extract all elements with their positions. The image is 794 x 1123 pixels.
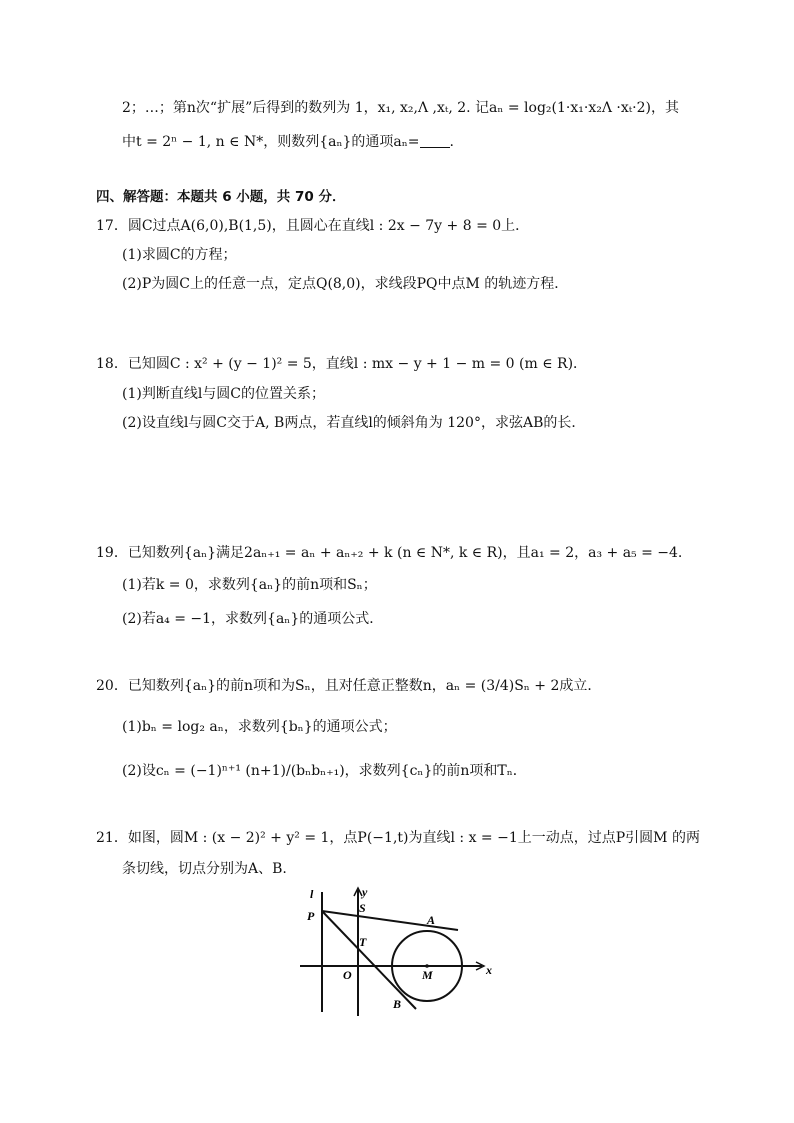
label-x: x (486, 963, 492, 977)
label-o: O (343, 968, 352, 982)
question-part: (1)求圆C的方程； (122, 247, 237, 263)
question-stem: 19．已知数列{aₙ}满足2aₙ₊₁ = aₙ + aₙ₊₂ + k (n ∈ N*, k ∈ R)，且a₁ = 2，a₃ + a₅ = −4. (96, 545, 683, 561)
label-l: l (310, 887, 314, 901)
question-part: (2)P为圆C上的任意一点，定点Q(8,0)，求线段PQ中点M 的轨迹方程． (122, 276, 569, 292)
label-b: B (393, 997, 402, 1011)
question-stem: 18．已知圆C : x² + (y − 1)² = 5，直线l : mx − y + 1 − m = 0 (m ∈ R)． (96, 356, 588, 372)
label-a: A (427, 913, 436, 927)
intro-line-2: 中t = 2ⁿ − 1, n ∈ N*，则数列{aₙ}的通项aₙ= . (122, 134, 454, 150)
question-part: (2)设cₙ = (−1)ⁿ⁺¹ (n+1)/(bₙbₙ₊₁)，求数列{cₙ}的前n项和Tₙ． (122, 763, 527, 779)
label-p: P (307, 909, 315, 923)
geometry-figure (296, 882, 506, 1022)
question-part: (1)若k = 0，求数列{aₙ}的前n项和Sₙ； (122, 577, 377, 593)
question-part: (1)bₙ = log₂ aₙ，求数列{bₙ}的通项公式； (122, 719, 397, 735)
label-m: M (422, 968, 433, 982)
question-part: (2)设直线l与圆C交于A, B两点，若直线l的倾斜角为 120°，求弦AB的长． (122, 415, 586, 431)
tangent-pb (322, 911, 416, 1009)
label-t: T (359, 935, 367, 949)
tangent-pa (322, 911, 458, 930)
question-part: 条切线，切点分别为A、B. (122, 861, 287, 877)
question-part: (2)若a₄ = −1，求数列{aₙ}的通项公式． (122, 611, 384, 627)
label-y: y (362, 885, 368, 899)
question-stem: 20．已知数列{aₙ}的前n项和为Sₙ，且对任意正整数n，aₙ = (3/4)Sₙ + 2成立． (96, 678, 602, 694)
question-stem: 17．圆C过点A(6,0),B(1,5)，且圆心在直线l : 2x − 7y + 8 = 0上． (96, 218, 530, 234)
intro-line-1: 2；…；第n次“扩展”后得到的数列为 1，x₁, x₂,Λ ,xₜ, 2. 记aₙ = log₂(1·x₁·x₂Λ ·xₜ·2)，其 (122, 100, 680, 116)
section-heading: 四、解答题：本题共 6 小题，共 70 分． (96, 189, 346, 205)
answer-blank (420, 133, 450, 148)
label-s: S (359, 901, 366, 915)
question-part: (1)判断直线l与圆C的位置关系； (122, 386, 326, 402)
question-stem: 21．如图，圆M : (x − 2)² + y² = 1，点P(−1,t)为直线l : x = −1上一动点，过点P引圆M 的两 (96, 830, 700, 846)
